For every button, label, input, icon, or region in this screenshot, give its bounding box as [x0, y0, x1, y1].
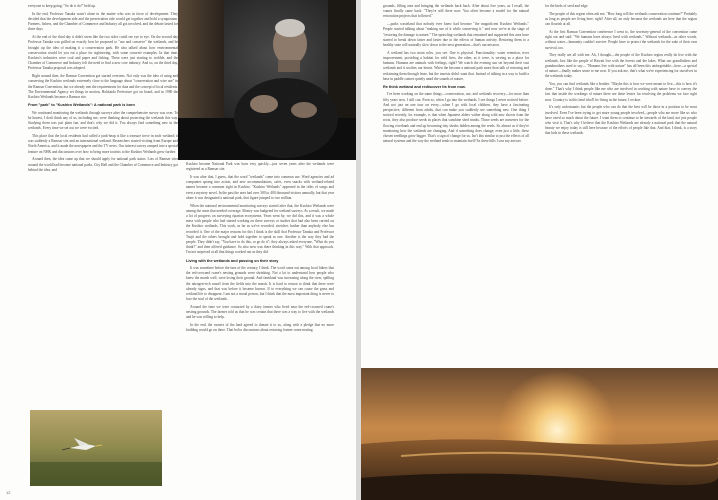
right-page	[361, 0, 718, 500]
paragraph: grounds, filling area and bringing the wetlands back back. After about five years, as I recall, the cranes finally came back. "They're still there now. You often become a model for the natural restoration projects that followed."	[383, 4, 529, 19]
paragraph: Kushiro became National Park was born very quickly—just seven years after the wetlands were registered as a Ramsar site.	[186, 162, 334, 172]
left-page	[0, 0, 356, 500]
left-column-2	[186, 162, 334, 494]
section-heading: Re think wetland and rediscover its from now.	[383, 85, 466, 90]
paragraph: for the birds of seed and edge.	[545, 4, 589, 8]
heron-photo	[30, 410, 162, 486]
paragraph: —parks wasteland that nobody ever knew had become "the magnificent Kushiro Wetlands." People started talking about "making use of it while conserving it," and now we're at the stage of "restoring the damage to nature." The sprawling wetlands that remained and supported this area have started to break down faster and faster due to the effects of human activity. Restoring them to a healthy state will naturally slow down to the next generation—that's our mission.	[383, 22, 529, 48]
sunset-wetland-photo	[361, 368, 718, 500]
paragraph: It was sometime before the turn of the century, I think. The word came out among local hikers that the red-crowned crane's nesting grounds were shrinking. Not a lot to understand how people who knew the marsh well, were losing their ground. And farmland was increasing along the river, spilling the nitrogen-rich runoff from the fields into the marsh. It is hard to reason to think that there were already signs, and that was before it became known. If to everything we can cause the grass and wetland life to disappear. I am not a moral person, but I think that the most important thing is never to lose the soul of the wetlands.	[186, 266, 334, 302]
paragraph: When the national environmental monitoring surveys started after that, the Kushiro Wetlands were among the areas that needed coverage. Money was budgeted for wetland surveys. As a result, we made a lot of progress on surveying riparian ecosystems. Years went by, we did this, and it was a whole mess with people who had started working on these surveys or studies that had also been carried on the Kushiro wetlands. This work, as far as we've recorded, stretches further than anybody else has recorded it. One of the major reasons for this I think is the skill that Professor Tanaka and Professor Tsujii and the others brought and hold together to speak as one. Another is the way they had the people. They didn't say, "You have to do this, or go do it"; they always asked everyone, "What do you think?" and then offered guidance. So also now was there thinking in this way." With that approach, I'm not surprised at all that things worked out as they did.	[186, 203, 334, 255]
left-column-1	[28, 4, 178, 408]
paragraph: At the end of the third day it didn't seem like the two sides could see eye to eye. On the second day Professor Tanaka was grilled on exactly how he proposed to "use and conserve" the wetlands, and he brought up the idea of making it a conservation park. He also talked about how environmental conservation would let you eat a place for sightseeing, with some concrete examples. In that time, Kushiro's industries were coal and paper and fishing. These were just starting to wobble, and the Chamber of Commerce and Industry felt the need to find a new core industry. And so, on the third day, Professor Tanaka proposal was adopted.	[28, 35, 178, 71]
paragraph: Around the time we were contacted by a dairy farmer who lived near the red-crowned crane's nesting grounds. The farmer told us that he was certain that there was a way to live with the wetlands and he was willing to help.	[186, 305, 334, 320]
paragraph: In the end, Professor Tanaka wasn't alone in the matter who was in favor of development. They decided that the development side and the preservation side would get together and hold a symposium. Farmers, fishers, and the Chamber of Commerce and Industry all got involved, and the debate lasted for three days.	[28, 11, 178, 32]
heron-image	[30, 410, 162, 486]
paragraph: Around then, the idea came up that we should apply for national park status. Lots of Ramsar sites around the world had become national parks. City Hall and the Chamber of Commerce and Industry got behind the idea, and	[28, 157, 178, 172]
paragraph: We continued monitoring the wetlands through surveys after the comprehensive survey was over. To be honest, I don't think any of us, including me, were thinking about protecting the wetlands this way. Studying them was just plain fun, and that's why we did it. You always find something new in the wetlands. Every time we set out we were excited.	[28, 110, 178, 131]
portrait-image	[178, 0, 356, 160]
paragraph: everyone to keep going: "So do it do!" held up.	[28, 4, 96, 8]
page-number: 12	[6, 490, 11, 495]
paragraph: It was after that, I guess, that the word "wetlands" came into common use. Word agencies and ad companies sprang into action, and new accommodations, cafes, even snacks with wetland-related names became a common sight in Kushiro. "Kushiro Wetlands" appeared in the titles of songs and even a mystery novel. In the past the area had over 300 to 400 thousand visitors annually, but that year alone it was designated a national park, that figure jumped to two million.	[186, 175, 334, 200]
sunset-image	[361, 368, 718, 500]
paragraph: They really are all with me. Ah, I thought—the people of the Kushiro region really do live with the wetlands. Just like the people of Hawaii live with the forests and the lakes. What our grandfathers and grandmothers used to say— "Humans live with nature" has all been this unforgettable—here—a special of nature—finally makes sense to me now. If you ask me, that's what we're experiencing for ourselves in the wetlands today.	[545, 53, 697, 79]
section-heading: Living with the wetlands and passing on their story	[186, 258, 279, 263]
paragraph: It's only unfortunate; but the people who can do that the best will be those in a position to be most involved. Even I've been trying to get more young people involved—people who are more like us who have cared so much about the future. I want them to continue to be stewards of the land, not just people who visit it. That's why I believe that the Kushiro Wetlands are already a national park that the natural beauty we enjoy today is still here because of the efforts of people like that. And that, I think, is a story that kids in these wetlands.	[545, 105, 697, 136]
paragraph: A wetland has two main roles, you see. One is physical. Functionality: water retention, river improvement, providing a habitat for wild lives, the other, as it were, is serving as a place for humans. Humans are animals with feelings, right? We watch the evening sun set beyond their vast wetlands and it soothes our hearts. When the become a national park more than talk of restoring and reclaiming them through lease, but the tourists didn't want that. Instead of talking in a way to build a base in paddle canoes quietly amid the sounds of nature.	[383, 50, 529, 81]
paragraph: At the first Ramsar Convention conference I went to, the secretary-general of the convention came right out and said: "We humans have always lived with wetlands." Without wetlands—in other words, without water—humanity couldn't survive. People have to protect the wetlands for the sake of their own survival, too.	[545, 30, 697, 50]
section-heading: From "park" to "Kushiro Wetlands": A national park is born	[28, 103, 135, 108]
paragraph: This place that the local residents had called a junk-heap is like a treasure trove in each wetland; it was suddenly a Ramsar site and an international wetland. Researchers started visiting from Europe and North America, and it made the newspapers and the TV news. Our interest survey ramped into a special feature on NHK and discussions over how to bring more tourists to the Kushiro Wetlands grew further.	[28, 134, 178, 154]
paragraph: In the end, the owners of the land agreed to donate it to us, along with a pledge that no more building would go on there. That led to discussions about restoring former crane nesting	[186, 323, 334, 333]
paragraph: Right around then, the Ramsar Convention got started overseas. Not only was the idea of using and conserving the Kushiro wetlands extremely close to the language about "conservation and wise use" in the Ramsar Convention, but we already met the requirements for data and the concept of local residents. The Environmental Agency set things in motion, Hokkaido Prefecture got on board, and in 1980 the Kushiro Wetlands became a Ramsar site.	[28, 74, 178, 100]
right-column-2	[545, 4, 697, 368]
right-column-1	[383, 4, 529, 368]
paragraph: The people of this region often ask me, "How long will the wetlands conservation continue?" Probably as long as people are living here, right? After all, no only because the wetlands are here that the region can flourish at all.	[545, 11, 697, 27]
paragraph: You, you can find wetlands like a brother. "Maybe this is how we were meant to live—this is how it's done." That's why I think people like me who are involved in working with nature have to convey the fact that inside the workings of nature there are these lenses for resolving the problems we face right now. Country is in this land who'll be living in the future, I reckon.	[545, 82, 697, 102]
portrait-photo	[178, 0, 356, 160]
paragraph: I've been working on the same things—conservation, use, and wetlands recovery—for more than fifty years now. I still can. Even so, when I go into the wetlands, I see things I never noticed before. And not just on one tour on every—when I go with local children, they have a fascinating perspective, different from adults, that can make you suddenly see something new. One thing I noticed recently, for example, is that when Japanese alders wither along with new shoots from the roots, they also produce seeds in places that sunshine shed trunks. Those seeds are nurseries for the flowing riverbank and end up becoming tiny shrubs hidden among the reeds. So almost as if they're monitoring how the wetlands are changing. And if something does change, even just a little, these chosen seedlings grow bigger. That's a sign of change for us. Isn't this similar to just the effects of all natural systems and the way the wetland tends to maintain itself? In these hills I saw my answer.	[383, 92, 529, 144]
